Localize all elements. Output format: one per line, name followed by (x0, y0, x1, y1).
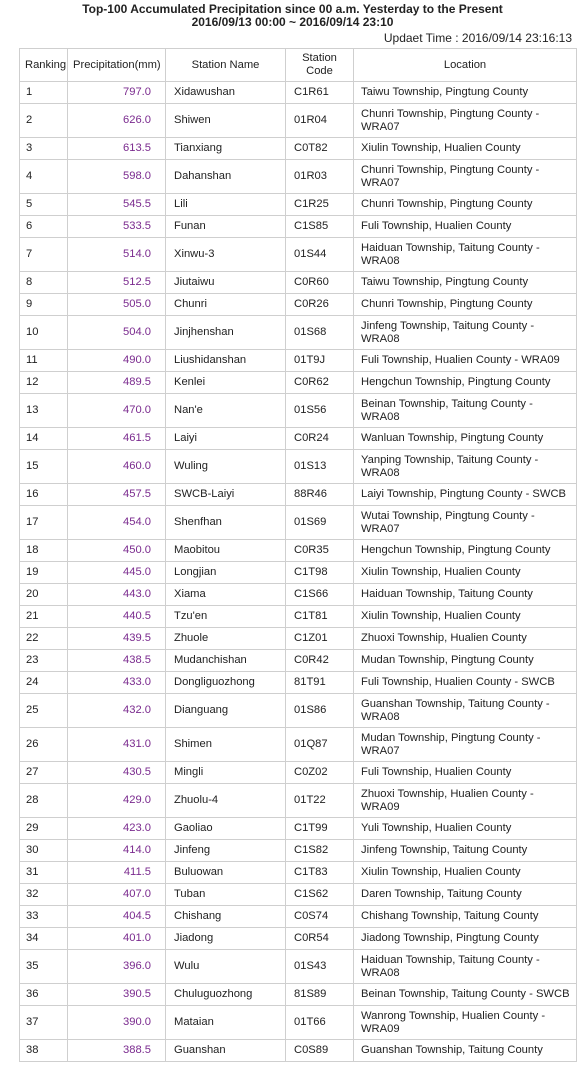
precipitation-cell: 457.5 (68, 484, 166, 506)
station-code-cell: C0T82 (286, 138, 354, 160)
table-row (20, 1040, 577, 1062)
station-code-cell: C0R35 (286, 540, 354, 562)
location-cell: Fuli Township, Hualien County (354, 762, 577, 784)
station-name-cell: Mudanchishan (166, 650, 286, 672)
table-row (20, 728, 577, 762)
table-row (20, 506, 577, 540)
location-cell: Yuli Township, Hualien County (354, 818, 577, 840)
station-name-cell: Xiama (166, 584, 286, 606)
station-code-cell: C0R42 (286, 650, 354, 672)
table-row (20, 160, 577, 194)
table-row (20, 350, 577, 372)
title-line-2: 2016/09/13 00:00 ~ 2016/09/14 23:10 (191, 14, 394, 29)
table-row (20, 372, 577, 394)
station-name-cell: Mingli (166, 762, 286, 784)
location-cell: Xiulin Township, Hualien County (354, 138, 577, 160)
rank-cell: 18 (20, 540, 68, 562)
rank-cell: 21 (20, 606, 68, 628)
table-row (20, 104, 577, 138)
station-name-cell: Funan (166, 216, 286, 238)
table-row (20, 294, 577, 316)
station-name-cell: Shenfhan (166, 506, 286, 540)
precipitation-cell: 396.0 (68, 950, 166, 984)
rank-cell: 9 (20, 294, 68, 316)
col-header-location: Location (354, 49, 577, 82)
table-row (20, 584, 577, 606)
precipitation-cell: 504.0 (68, 316, 166, 350)
location-cell: Hengchun Township, Pingtung County (354, 540, 577, 562)
station-name-cell: Lili (166, 194, 286, 216)
precipitation-cell: 598.0 (68, 160, 166, 194)
station-code-cell: C1S85 (286, 216, 354, 238)
precipitation-cell: 512.5 (68, 272, 166, 294)
rank-cell: 11 (20, 350, 68, 372)
station-code-cell: 81S89 (286, 984, 354, 1006)
station-code-cell: C0R60 (286, 272, 354, 294)
table-row (20, 818, 577, 840)
location-cell: Mudan Township, Pingtung County (354, 650, 577, 672)
location-cell: Chunri Township, Pingtung County (354, 294, 577, 316)
station-name-cell: Dahanshan (166, 160, 286, 194)
location-cell: Laiyi Township, Pingtung County - SWCB (354, 484, 577, 506)
station-name-cell: Gaoliao (166, 818, 286, 840)
station-code-cell: C0Z02 (286, 762, 354, 784)
table-body (20, 82, 577, 1062)
location-cell: Guanshan Township, Taitung County - WRA08 (354, 694, 577, 728)
station-code-cell: 01S68 (286, 316, 354, 350)
location-cell: Zhuoxi Township, Hualien County - WRA09 (354, 784, 577, 818)
location-cell: Taiwu Township, Pingtung County (354, 82, 577, 104)
table-row (20, 606, 577, 628)
rank-cell: 13 (20, 394, 68, 428)
rank-cell: 2 (20, 104, 68, 138)
station-name-cell: Shiwen (166, 104, 286, 138)
location-cell: Chunri Township, Pingtung County - WRA07 (354, 104, 577, 138)
station-code-cell: C0R24 (286, 428, 354, 450)
precipitation-cell: 445.0 (68, 562, 166, 584)
location-cell: Hengchun Township, Pingtung County (354, 372, 577, 394)
rank-cell: 5 (20, 194, 68, 216)
station-code-cell: C0S89 (286, 1040, 354, 1062)
col-header-station-name: Station Name (166, 49, 286, 82)
location-cell: Beinan Township, Taitung County - SWCB (354, 984, 577, 1006)
location-cell: Xiulin Township, Hualien County (354, 606, 577, 628)
station-name-cell: Jiutaiwu (166, 272, 286, 294)
report-title (0, 0, 585, 28)
rank-cell: 37 (20, 1006, 68, 1040)
station-name-cell: Dongliguozhong (166, 672, 286, 694)
precipitation-cell: 461.5 (68, 428, 166, 450)
rank-cell: 12 (20, 372, 68, 394)
station-name-cell: Tzu'en (166, 606, 286, 628)
station-name-cell: Mataian (166, 1006, 286, 1040)
location-cell: Chunri Township, Pingtung County - WRA07 (354, 160, 577, 194)
precipitation-cell: 443.0 (68, 584, 166, 606)
rank-cell: 15 (20, 450, 68, 484)
precipitation-cell: 429.0 (68, 784, 166, 818)
precipitation-cell: 433.0 (68, 672, 166, 694)
precipitation-cell: 390.0 (68, 1006, 166, 1040)
precipitation-cell: 514.0 (68, 238, 166, 272)
table-row (20, 650, 577, 672)
station-name-cell: Zhuolu-4 (166, 784, 286, 818)
precipitation-cell: 401.0 (68, 928, 166, 950)
precipitation-cell: 431.0 (68, 728, 166, 762)
rank-cell: 7 (20, 238, 68, 272)
station-name-cell: Liushidanshan (166, 350, 286, 372)
station-code-cell: 01T22 (286, 784, 354, 818)
rank-cell: 1 (20, 82, 68, 104)
location-cell: Fuli Township, Hualien County - SWCB (354, 672, 577, 694)
precipitation-cell: 460.0 (68, 450, 166, 484)
station-name-cell: Tuban (166, 884, 286, 906)
station-code-cell: C0S74 (286, 906, 354, 928)
precipitation-table (19, 48, 577, 1062)
precipitation-cell: 489.5 (68, 372, 166, 394)
table-row (20, 694, 577, 728)
rank-cell: 34 (20, 928, 68, 950)
station-code-cell: C1S66 (286, 584, 354, 606)
table-row (20, 784, 577, 818)
col-header-station-code: Station Code (286, 49, 354, 82)
precipitation-cell: 454.0 (68, 506, 166, 540)
table-row (20, 950, 577, 984)
precipitation-cell: 626.0 (68, 104, 166, 138)
location-cell: Haiduan Township, Taitung County - WRA08 (354, 950, 577, 984)
station-name-cell: Jinfeng (166, 840, 286, 862)
station-code-cell: C0R62 (286, 372, 354, 394)
table-header-row (20, 49, 577, 82)
rank-cell: 28 (20, 784, 68, 818)
table-row (20, 238, 577, 272)
precipitation-cell: 411.5 (68, 862, 166, 884)
precipitation-cell: 533.5 (68, 216, 166, 238)
table-row (20, 562, 577, 584)
station-name-cell: Kenlei (166, 372, 286, 394)
rank-cell: 26 (20, 728, 68, 762)
precipitation-cell: 423.0 (68, 818, 166, 840)
station-name-cell: Wuling (166, 450, 286, 484)
station-code-cell: C0R54 (286, 928, 354, 950)
location-cell: Haiduan Township, Taitung County - WRA08 (354, 238, 577, 272)
station-code-cell: C1T99 (286, 818, 354, 840)
table-row (20, 394, 577, 428)
rank-cell: 6 (20, 216, 68, 238)
rank-cell: 17 (20, 506, 68, 540)
station-code-cell: 01S44 (286, 238, 354, 272)
location-cell: Xiulin Township, Hualien County (354, 862, 577, 884)
station-code-cell: C1R25 (286, 194, 354, 216)
table-row (20, 484, 577, 506)
table-row (20, 628, 577, 650)
table-row (20, 1006, 577, 1040)
station-name-cell: Chunri (166, 294, 286, 316)
location-cell: Fuli Township, Hualien County - WRA09 (354, 350, 577, 372)
station-name-cell: Chuluguozhong (166, 984, 286, 1006)
station-code-cell: 01Q87 (286, 728, 354, 762)
station-name-cell: Maobitou (166, 540, 286, 562)
station-name-cell: Longjian (166, 562, 286, 584)
station-code-cell: 01S13 (286, 450, 354, 484)
location-cell: Daren Township, Taitung County (354, 884, 577, 906)
rank-cell: 31 (20, 862, 68, 884)
location-cell: Wanluan Township, Pingtung County (354, 428, 577, 450)
location-cell: Wanrong Township, Hualien County - WRA09 (354, 1006, 577, 1040)
station-code-cell: 01S69 (286, 506, 354, 540)
rank-cell: 32 (20, 884, 68, 906)
location-cell: Fuli Township, Hualien County (354, 216, 577, 238)
station-code-cell: 01S86 (286, 694, 354, 728)
station-code-cell: C1R61 (286, 82, 354, 104)
rank-cell: 38 (20, 1040, 68, 1062)
rank-cell: 24 (20, 672, 68, 694)
precipitation-cell: 797.0 (68, 82, 166, 104)
location-cell: Guanshan Township, Taitung County (354, 1040, 577, 1062)
col-header-precipitation: Precipitation(mm) (68, 49, 166, 82)
rank-cell: 4 (20, 160, 68, 194)
rank-cell: 29 (20, 818, 68, 840)
precipitation-cell: 404.5 (68, 906, 166, 928)
station-code-cell: 88R46 (286, 484, 354, 506)
precipitation-cell: 388.5 (68, 1040, 166, 1062)
table-row (20, 540, 577, 562)
station-code-cell: C1Z01 (286, 628, 354, 650)
location-cell: Zhuoxi Township, Hualien County (354, 628, 577, 650)
location-cell: Yanping Township, Taitung County - WRA08 (354, 450, 577, 484)
station-code-cell: 01R04 (286, 104, 354, 138)
station-name-cell: Shimen (166, 728, 286, 762)
location-cell: Wutai Township, Pingtung County - WRA07 (354, 506, 577, 540)
station-name-cell: Xinwu-3 (166, 238, 286, 272)
station-name-cell: Xidawushan (166, 82, 286, 104)
location-cell: Chunri Township, Pingtung County (354, 194, 577, 216)
location-cell: Jinfeng Township, Taitung County - WRA08 (354, 316, 577, 350)
station-code-cell: 81T91 (286, 672, 354, 694)
rank-cell: 36 (20, 984, 68, 1006)
location-cell: Taiwu Township, Pingtung County (354, 272, 577, 294)
rank-cell: 20 (20, 584, 68, 606)
rank-cell: 8 (20, 272, 68, 294)
station-name-cell: Dianguang (166, 694, 286, 728)
table-row (20, 316, 577, 350)
station-code-cell: C1S62 (286, 884, 354, 906)
table-row (20, 762, 577, 784)
table-row (20, 906, 577, 928)
precipitation-cell: 613.5 (68, 138, 166, 160)
precipitation-cell: 545.5 (68, 194, 166, 216)
table-row (20, 194, 577, 216)
precipitation-cell: 450.0 (68, 540, 166, 562)
station-code-cell: C1T81 (286, 606, 354, 628)
location-cell: Xiulin Township, Hualien County (354, 562, 577, 584)
precipitation-cell: 470.0 (68, 394, 166, 428)
station-name-cell: Chishang (166, 906, 286, 928)
station-name-cell: Wulu (166, 950, 286, 984)
station-name-cell: Guanshan (166, 1040, 286, 1062)
rank-cell: 10 (20, 316, 68, 350)
station-name-cell: Nan'e (166, 394, 286, 428)
table-row (20, 840, 577, 862)
rank-cell: 22 (20, 628, 68, 650)
table-row (20, 984, 577, 1006)
station-code-cell: 01T9J (286, 350, 354, 372)
precipitation-cell: 414.0 (68, 840, 166, 862)
table-row (20, 428, 577, 450)
rank-cell: 33 (20, 906, 68, 928)
rank-cell: 16 (20, 484, 68, 506)
location-cell: Chishang Township, Taitung County (354, 906, 577, 928)
location-cell: Mudan Township, Pingtung County - WRA07 (354, 728, 577, 762)
update-time: Updaet Time : 2016/09/14 23:16:13 (383, 31, 572, 45)
table-row (20, 672, 577, 694)
rank-cell: 23 (20, 650, 68, 672)
table-row (20, 216, 577, 238)
col-header-ranking: Ranking (20, 49, 68, 82)
precipitation-cell: 430.5 (68, 762, 166, 784)
precipitation-cell: 505.0 (68, 294, 166, 316)
precipitation-cell: 439.5 (68, 628, 166, 650)
table-row (20, 272, 577, 294)
rank-cell: 3 (20, 138, 68, 160)
station-code-cell: 01R03 (286, 160, 354, 194)
precipitation-cell: 490.0 (68, 350, 166, 372)
station-name-cell: Buluowan (166, 862, 286, 884)
precipitation-cell: 440.5 (68, 606, 166, 628)
rank-cell: 14 (20, 428, 68, 450)
precipitation-cell: 390.5 (68, 984, 166, 1006)
station-name-cell: Zhuole (166, 628, 286, 650)
station-code-cell: C0R26 (286, 294, 354, 316)
rank-cell: 19 (20, 562, 68, 584)
station-name-cell: Jinjhenshan (166, 316, 286, 350)
precipitation-cell: 407.0 (68, 884, 166, 906)
table-row (20, 928, 577, 950)
precipitation-cell: 438.5 (68, 650, 166, 672)
location-cell: Beinan Township, Taitung County - WRA08 (354, 394, 577, 428)
station-code-cell: C1T83 (286, 862, 354, 884)
station-code-cell: 01S56 (286, 394, 354, 428)
rank-cell: 35 (20, 950, 68, 984)
table-row (20, 884, 577, 906)
station-code-cell: 01T66 (286, 1006, 354, 1040)
station-code-cell: C1S82 (286, 840, 354, 862)
station-name-cell: Laiyi (166, 428, 286, 450)
rank-cell: 27 (20, 762, 68, 784)
station-name-cell: Jiadong (166, 928, 286, 950)
rank-cell: 25 (20, 694, 68, 728)
title-line-1: Top-100 Accumulated Precipitation since 00 a.m. Yesterday to the Present (82, 2, 503, 16)
station-name-cell: SWCB-Laiyi (166, 484, 286, 506)
station-code-cell: C1T98 (286, 562, 354, 584)
table-row (20, 450, 577, 484)
precipitation-cell: 432.0 (68, 694, 166, 728)
location-cell: Jinfeng Township, Taitung County (354, 840, 577, 862)
rank-cell: 30 (20, 840, 68, 862)
table-row (20, 138, 577, 160)
station-code-cell: 01S43 (286, 950, 354, 984)
location-cell: Jiadong Township, Pingtung County (354, 928, 577, 950)
station-name-cell: Tianxiang (166, 138, 286, 160)
location-cell: Haiduan Township, Taitung County (354, 584, 577, 606)
table-row (20, 862, 577, 884)
table-row (20, 82, 577, 104)
